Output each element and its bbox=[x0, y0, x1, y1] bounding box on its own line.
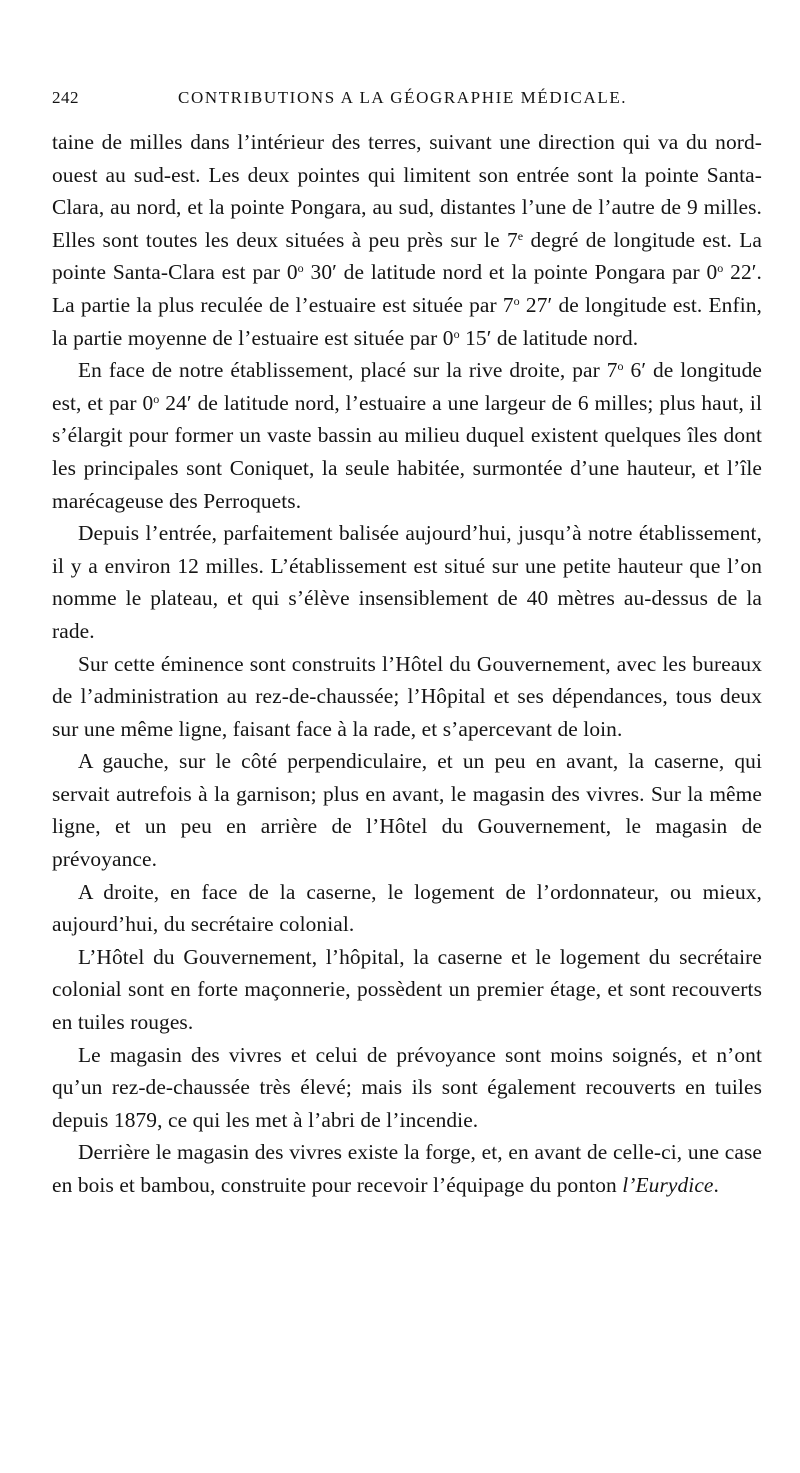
paragraph-government-hotel: Sur cette éminence sont construits l’Hôtel du Gouvernement, avec les bureaux de l’administration au rez-de-chaussée; l’Hôpital et ses dépendances, tous deux sur une même ligne, faisant face à la rade, et s’apercevant de loin. bbox=[52, 651, 762, 741]
paragraph-barracks: A gauche, sur le côté perpendiculaire, et un peu en avant, la caserne, qui servait autrefois à la garnison; plus en avant, le magasin des vivres. Sur la même ligne, et un peu en arrière de l’Hôtel du Gouvernement, le magasin de prévoyance. bbox=[52, 749, 762, 872]
running-header bbox=[52, 88, 762, 112]
paragraph-masonry: L’Hôtel du Gouvernement, l’hôpital, la caserne et le logement du secrétaire colonial sont en forte maçonnerie, possèdent un premier étage, et sont recouverts en tuiles rouges. bbox=[52, 944, 762, 1035]
running-title: CONTRIBUTIONS A LA GÉOGRAPHIE MÉDICALE. bbox=[178, 88, 628, 107]
text-run: Derrière le magasin des vivres existe la forge, et, en avant de celle-ci, une case en bois et bambou, construite pour recevoir l’équipage du ponton bbox=[52, 1140, 762, 1197]
text-run: 24′ de latitude nord, l’estuaire a une largeur de 6 milles; plus haut, il s’élargit pour former un vaste bassin au milieu duquel existent quelques îles dont les principales sont Coniquet, la seule habitée, surmontée d’une hauteur, et l’île marécageuse des Perroquets. bbox=[52, 390, 762, 513]
text-run: 22′. La partie la plus reculée de l’estuaire est située par 7 bbox=[52, 260, 762, 317]
page-body bbox=[52, 126, 762, 1202]
text-run: 27′ de longitude est. Enfin, la partie moyenne de l’estuaire est située par 0 bbox=[52, 292, 762, 350]
paragraph-forge bbox=[52, 1136, 762, 1201]
text-run: 15′ de latitude nord. bbox=[459, 325, 639, 350]
paragraph-plateau: Depuis l’entrée, parfaitement balisée aujourd’hui, jusqu’à notre établissement, il y a environ 12 milles. L’établissement est situé sur une petite hauteur que l’on nomme le plateau, et qui s’élève insensiblement de 40 mètres au-dessus de la rade. bbox=[52, 521, 762, 643]
text-run: degré de longitude est. La pointe Santa-Clara est par 0 bbox=[52, 227, 762, 285]
text-run: En face de notre établissement, placé sur la rive droite, par 7 bbox=[78, 358, 618, 383]
text-run: taine de milles dans l’intérieur des terres, suivant une direction qui va du nord-ouest au sud-est. Les deux pointes qui limitent son entrée sont la pointe Santa-Clara, au nord, et la pointe Pongara, au sud, distantes l’une de l’autre de 9 milles. Elles sont toutes les deux situées à peu près sur le 7 bbox=[52, 130, 762, 252]
paragraph-establishment-location bbox=[52, 354, 762, 517]
superscript: o bbox=[717, 261, 724, 276]
text-run: 6′ de longitude est, et par 0 bbox=[52, 358, 762, 415]
text-run: 30′ de latitude nord et la pointe Pongara par 0 bbox=[303, 260, 718, 285]
paragraph-stores: Le magasin des vivres et celui de prévoyance sont moins soignés, et n’ont qu’un rez-de-chaussée très élevé; mais ils sont également recouverts en tuiles depuis 1879, ce qui les met à l’abri de l’incendie. bbox=[52, 1042, 762, 1132]
paragraph-estuary-position bbox=[52, 126, 762, 354]
superscript: e bbox=[517, 228, 524, 243]
superscript: o bbox=[453, 326, 460, 341]
superscript: o bbox=[153, 391, 160, 406]
page-number: 242 bbox=[52, 88, 79, 107]
text-run: . bbox=[713, 1173, 719, 1197]
book-page bbox=[52, 88, 762, 1202]
ship-name: l’Eurydice bbox=[622, 1173, 714, 1197]
superscript: o bbox=[617, 359, 624, 374]
superscript: o bbox=[297, 261, 304, 276]
paragraph-secretary-lodging: A droite, en face de la caserne, le logement de l’ordonnateur, ou mieux, aujourd’hui, du secrétaire colonial. bbox=[52, 879, 762, 937]
superscript: o bbox=[513, 293, 520, 308]
